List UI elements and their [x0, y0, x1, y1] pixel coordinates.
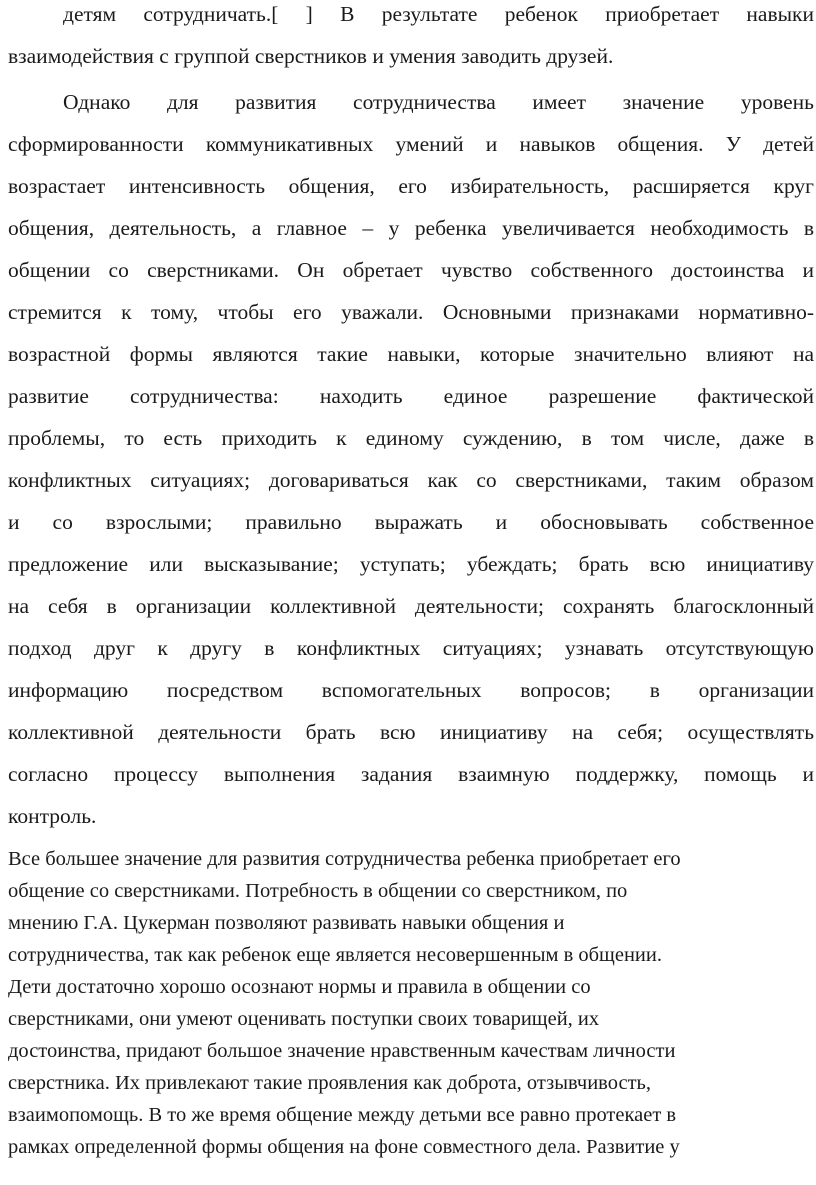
paragraph-2-line-3: возрастает интенсивность общения, его избирательность, расширяется круг — [8, 174, 814, 198]
paragraph-1-line-2: взаимодействия с группой сверстников и умения заводить друзей. — [8, 44, 614, 68]
paragraph-3-line-4: сотрудничества, так как ребенок еще является несовершенным в общении. — [8, 944, 662, 966]
paragraph-3-line-7: достоинства, придают большое значение нравственным качествам личности — [8, 1040, 676, 1062]
paragraph-3-line-10: рамках определенной формы общения на фоне совместного дела. Развитие у — [8, 1136, 680, 1158]
paragraph-2-line-5: общении со сверстниками. Он обретает чувство собственного достоинства и — [8, 258, 814, 282]
paragraph-2-line-7: возрастной формы являются такие навыки, которые значительно влияют на — [8, 342, 814, 366]
paragraph-2-line-10: конфликтных ситуациях; договариваться как со сверстниками, таким образом — [8, 468, 814, 492]
paragraph-2-line-15: информацию посредством вспомогательных вопросов; в организации — [8, 678, 814, 702]
paragraph-2-line-6: стремится к тому, чтобы его уважали. Основными признаками нормативно- — [8, 300, 814, 324]
paragraph-3-line-5: Дети достаточно хорошо осознают нормы и правила в общении со — [8, 976, 591, 998]
paragraph-3-line-1: Все большее значение для развития сотрудничества ребенка приобретает его — [8, 848, 681, 870]
paragraph-2-line-18: контроль. — [8, 804, 97, 828]
paragraph-1-line-1: детям сотрудничать.[ ] В результате ребенок приобретает навыки — [63, 2, 814, 26]
paragraph-2-line-12: предложение или высказывание; уступать; убеждать; брать всю инициативу — [8, 552, 814, 576]
paragraph-2-line-16: коллективной деятельности брать всю инициативу на себя; осуществлять — [8, 720, 814, 744]
paragraph-3-line-8: сверстника. Их привлекают такие проявления как доброта, отзывчивость, — [8, 1072, 651, 1094]
paragraph-2-line-17: согласно процессу выполнения задания взаимную поддержку, помощь и — [8, 762, 814, 786]
paragraph-2-line-14: подход друг к другу в конфликтных ситуациях; узнавать отсутствующую — [8, 636, 814, 660]
paragraph-2-line-11: и со взрослыми; правильно выражать и обосновывать собственное — [8, 510, 814, 534]
paragraph-3-line-6: сверстниками, они умеют оценивать поступки своих товарищей, их — [8, 1008, 600, 1030]
paragraph-3-line-3: мнению Г.А. Цукерман позволяют развивать навыки общения и — [8, 912, 565, 934]
paragraph-2-line-8: развитие сотрудничества: находить единое разрешение фактической — [8, 384, 814, 408]
paragraph-2-line-4: общения, деятельность, а главное – у ребенка увеличивается необходимость в — [8, 216, 814, 240]
paragraph-2-line-13: на себя в организации коллективной деятельности; сохранять благосклонный — [8, 594, 814, 618]
paragraph-2-line-9: проблемы, то есть приходить к единому суждению, в том числе, даже в — [8, 426, 814, 450]
paragraph-2-line-1: Однако для развития сотрудничества имеет значение уровень — [63, 90, 814, 114]
paragraph-2-line-2: сформированности коммуникативных умений и навыков общения. У детей — [8, 132, 814, 156]
paragraph-3-line-9: взаимопомощь. В то же время общение между детьми все равно протекает в — [8, 1104, 677, 1126]
paragraph-3-line-2: общение со сверстниками. Потребность в общении со сверстником, по — [8, 880, 628, 902]
